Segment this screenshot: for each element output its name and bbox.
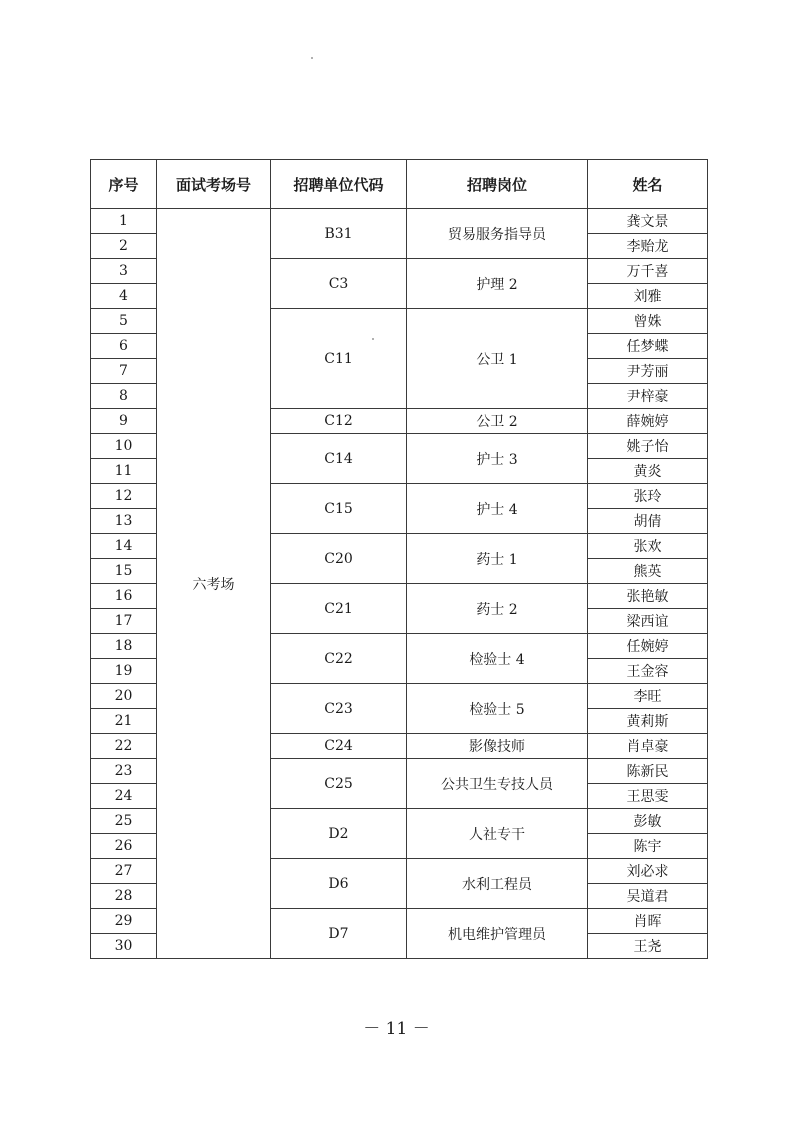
header-position: 招聘岗位 xyxy=(407,160,588,209)
position-cell: 公卫 2 xyxy=(407,409,588,434)
serial-cell: 1 xyxy=(91,209,157,234)
serial-cell: 7 xyxy=(91,359,157,384)
unit-code-cell: C12 xyxy=(271,409,407,434)
name-cell: 任婉婷 xyxy=(588,634,708,659)
page-number: － 11 － xyxy=(363,1019,430,1039)
name-cell: 万千喜 xyxy=(588,259,708,284)
serial-cell: 8 xyxy=(91,384,157,409)
name-cell: 张欢 xyxy=(588,534,708,559)
name-cell: 胡倩 xyxy=(588,509,708,534)
serial-cell: 22 xyxy=(91,734,157,759)
name-cell: 李旺 xyxy=(588,684,708,709)
serial-cell: 14 xyxy=(91,534,157,559)
serial-cell: 9 xyxy=(91,409,157,434)
name-cell: 陈新民 xyxy=(588,759,708,784)
serial-cell: 21 xyxy=(91,709,157,734)
name-cell: 王金容 xyxy=(588,659,708,684)
serial-cell: 4 xyxy=(91,284,157,309)
unit-code-cell: B31 xyxy=(271,209,407,259)
unit-code-cell: C11 xyxy=(271,309,407,409)
unit-code-cell: C14 xyxy=(271,434,407,484)
position-cell: 检验士 4 xyxy=(407,634,588,684)
table-row xyxy=(91,209,708,234)
position-cell: 公卫 1 xyxy=(407,309,588,409)
table-body xyxy=(91,209,708,959)
position-cell: 检验士 5 xyxy=(407,684,588,734)
serial-cell: 20 xyxy=(91,684,157,709)
header-name: 姓名 xyxy=(588,160,708,209)
name-cell: 龚文景 xyxy=(588,209,708,234)
serial-cell: 16 xyxy=(91,584,157,609)
name-cell: 张艳敏 xyxy=(588,584,708,609)
table-header-row xyxy=(91,160,708,209)
serial-cell: 17 xyxy=(91,609,157,634)
name-cell: 吴道君 xyxy=(588,884,708,909)
position-cell: 机电维护管理员 xyxy=(407,909,588,959)
unit-code-cell: C3 xyxy=(271,259,407,309)
position-cell: 贸易服务指导员 xyxy=(407,209,588,259)
unit-code-cell: C22 xyxy=(271,634,407,684)
serial-cell: 26 xyxy=(91,834,157,859)
unit-code-cell: C25 xyxy=(271,759,407,809)
serial-cell: 13 xyxy=(91,509,157,534)
name-cell: 梁西谊 xyxy=(588,609,708,634)
position-cell: 人社专干 xyxy=(407,809,588,859)
unit-code-cell: C20 xyxy=(271,534,407,584)
serial-cell: 18 xyxy=(91,634,157,659)
name-cell: 王尧 xyxy=(588,934,708,959)
name-cell: 李贻龙 xyxy=(588,234,708,259)
name-cell: 彭敏 xyxy=(588,809,708,834)
name-cell: 姚子怡 xyxy=(588,434,708,459)
header-serial: 序号 xyxy=(91,160,157,209)
unit-code-cell: C23 xyxy=(271,684,407,734)
header-room: 面试考场号 xyxy=(157,160,271,209)
unit-code-cell: D6 xyxy=(271,859,407,909)
name-cell: 张玲 xyxy=(588,484,708,509)
serial-cell: 24 xyxy=(91,784,157,809)
serial-cell: 11 xyxy=(91,459,157,484)
unit-code-cell: C21 xyxy=(271,584,407,634)
name-cell: 熊英 xyxy=(588,559,708,584)
serial-cell: 3 xyxy=(91,259,157,284)
position-cell: 药士 1 xyxy=(407,534,588,584)
name-cell: 任梦蝶 xyxy=(588,334,708,359)
position-cell: 护理 2 xyxy=(407,259,588,309)
name-cell: 王思雯 xyxy=(588,784,708,809)
serial-cell: 27 xyxy=(91,859,157,884)
position-cell: 药士 2 xyxy=(407,584,588,634)
serial-cell: 19 xyxy=(91,659,157,684)
position-cell: 护士 4 xyxy=(407,484,588,534)
serial-cell: 23 xyxy=(91,759,157,784)
name-cell: 黄炎 xyxy=(588,459,708,484)
name-cell: 刘必求 xyxy=(588,859,708,884)
position-cell: 护士 3 xyxy=(407,434,588,484)
serial-cell: 25 xyxy=(91,809,157,834)
serial-cell: 5 xyxy=(91,309,157,334)
room-cell: 六考场 xyxy=(157,209,271,959)
position-cell: 影像技师 xyxy=(407,734,588,759)
serial-cell: 28 xyxy=(91,884,157,909)
serial-cell: 10 xyxy=(91,434,157,459)
unit-code-cell: C15 xyxy=(271,484,407,534)
serial-cell: 2 xyxy=(91,234,157,259)
serial-cell: 29 xyxy=(91,909,157,934)
unit-code-cell: C24 xyxy=(271,734,407,759)
name-cell: 黄莉斯 xyxy=(588,709,708,734)
interview-schedule-table xyxy=(90,159,708,959)
serial-cell: 15 xyxy=(91,559,157,584)
position-cell: 水利工程员 xyxy=(407,859,588,909)
position-cell: 公共卫生专技人员 xyxy=(407,759,588,809)
name-cell: 刘雅 xyxy=(588,284,708,309)
serial-cell: 6 xyxy=(91,334,157,359)
name-cell: 尹梓豪 xyxy=(588,384,708,409)
unit-code-cell: D7 xyxy=(271,909,407,959)
unit-code-cell: D2 xyxy=(271,809,407,859)
serial-cell: 30 xyxy=(91,934,157,959)
name-cell: 薛婉婷 xyxy=(588,409,708,434)
name-cell: 肖卓豪 xyxy=(588,734,708,759)
name-cell: 曾姝 xyxy=(588,309,708,334)
name-cell: 肖晖 xyxy=(588,909,708,934)
header-unit-code: 招聘单位代码 xyxy=(271,160,407,209)
name-cell: 尹芳丽 xyxy=(588,359,708,384)
scan-speck xyxy=(311,57,313,59)
serial-cell: 12 xyxy=(91,484,157,509)
name-cell: 陈宇 xyxy=(588,834,708,859)
